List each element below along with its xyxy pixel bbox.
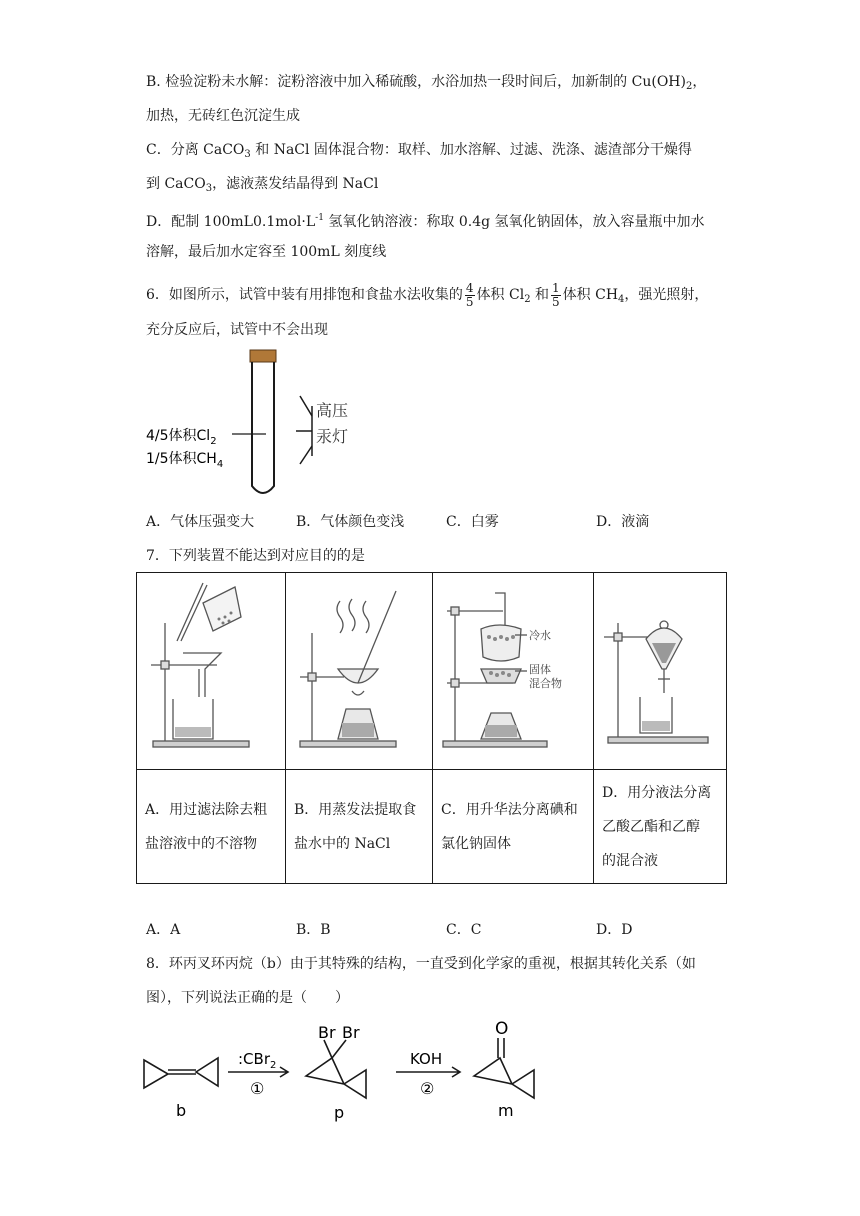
q7-stem: 7．下列装置不能达到对应目的的是 xyxy=(146,548,365,564)
apparatus-c-caption: C．用升华法分离碘和 氯化钠固体 xyxy=(433,770,594,884)
oxygen-label: O xyxy=(495,1019,509,1039)
step-2-label: ② xyxy=(420,1079,435,1098)
q5-option-b-line1: B. 检验淀粉未水解：淀粉溶液中加入稀硫酸，水浴加热一段时间后，加新制的 $Cu(OH)_2$， xyxy=(146,74,707,92)
label-p: p xyxy=(334,1103,345,1122)
q6-stem-line2: 充分反应后，试管中不会出现 xyxy=(146,322,328,338)
q7-option-a: A．A xyxy=(146,922,181,938)
lamp-light-icon xyxy=(296,396,312,464)
apparatus-b-caption: B．用蒸发法提取食 盐水中的 NaCl xyxy=(286,770,433,884)
step-1-label: ① xyxy=(250,1079,265,1098)
molecule-b xyxy=(144,1058,218,1088)
apparatus-c-cell xyxy=(433,573,594,770)
molecule-p xyxy=(306,1040,366,1098)
bromine-label-1: Br xyxy=(318,1023,336,1042)
reaction-scheme xyxy=(130,1010,560,1126)
apparatus-d-caption: D．用分液法分离 乙酸乙酯和乙醇 的混合液 xyxy=(594,770,727,884)
evaporation-apparatus-icon xyxy=(286,573,432,765)
label-b: b xyxy=(176,1101,187,1120)
rubber-stopper xyxy=(250,350,276,362)
apparatus-b-cell xyxy=(286,573,433,770)
q7-apparatus-table xyxy=(136,572,727,884)
apparatus-d-cell xyxy=(594,573,727,770)
fig-label-ch4: 1/5体积$CH_4$ xyxy=(146,451,224,470)
sublimation-apparatus-icon xyxy=(433,573,593,765)
q5-option-b-line2: 加热，无砖红色沉淀生成 xyxy=(146,108,300,124)
q5-option-c-line2: 到 CaCO$_3$，滤液蒸发结晶得到 NaCl xyxy=(146,176,379,194)
q8-stem-line2: 图），下列说法正确的是（ ） xyxy=(146,990,349,1006)
fig-label-lamp-1: 高压 xyxy=(316,401,349,420)
test-tube-outline xyxy=(252,362,274,493)
reagent-1-label: :CBr$_2$ xyxy=(238,1050,277,1071)
q6-stem-line1: 6．如图所示，试管中装有用排饱和食盐水法收集的 $\frac{4}{5}$ 体积 $Cl_2$ 和 $\frac{1}{5}$ 体积 $CH_4$，强光照射， xyxy=(146,280,709,309)
filtration-apparatus-icon xyxy=(137,573,285,765)
q8-stem-line1: 8．环丙叉环丙烷（b）由于其特殊的结构，一直受到化学家的重视，根据其转化关系（如 xyxy=(146,956,696,972)
q6-option-b: B．气体颜色变浅 xyxy=(296,514,405,530)
q6-option-c: C．白雾 xyxy=(446,514,499,530)
fraction-four-fifths: $\frac{4}{5}$ xyxy=(465,280,474,309)
reaction-arrow-1 xyxy=(228,1067,288,1077)
label-m: m xyxy=(498,1101,514,1120)
fig-label-cl2: 4/5体积$Cl_2$ xyxy=(146,428,217,447)
separatory-funnel-icon xyxy=(594,573,726,765)
apparatus-a-cell xyxy=(137,573,286,770)
label-cold-water: 冷水 xyxy=(529,629,551,642)
q7-option-c: C．C xyxy=(446,922,482,938)
label-solid-1: 固体 xyxy=(529,663,551,676)
label-solid-2: 混合物 xyxy=(529,677,562,690)
q7-option-b: B．B xyxy=(296,922,331,938)
q7-option-d: D．D xyxy=(596,922,633,938)
bromine-label-2: Br xyxy=(342,1023,360,1042)
reaction-arrow-2 xyxy=(396,1067,460,1077)
q5-option-c-line1: C．分离 CaCO$_3$ 和 NaCl 固体混合物：取样、加水溶解、过滤、洗涤、滤渣部分干燥得 xyxy=(146,142,692,160)
test-tube-figure xyxy=(140,348,370,504)
reagent-2-label: KOH xyxy=(410,1050,443,1068)
fig-label-lamp-2: 汞灯 xyxy=(316,427,349,446)
q5-option-d-line1: D．配制 $100mL0.1mol\cdot L^{-1}$ 氢氧化钠溶液：称取 0.4g 氢氧化钠固体，放入容量瓶中加水 xyxy=(146,213,705,230)
molecule-m xyxy=(474,1038,534,1098)
q6-option-a: A．气体压强变大 xyxy=(146,514,255,530)
q5-option-d-line2: 溶解，最后加水定容至 100mL 刻度线 xyxy=(146,244,387,260)
q6-option-d: D．液滴 xyxy=(596,514,650,530)
apparatus-a-caption: A．用过滤法除去粗 盐溶液中的不溶物 xyxy=(137,770,286,884)
fraction-one-fifth: $\frac{1}{5}$ xyxy=(552,280,560,309)
